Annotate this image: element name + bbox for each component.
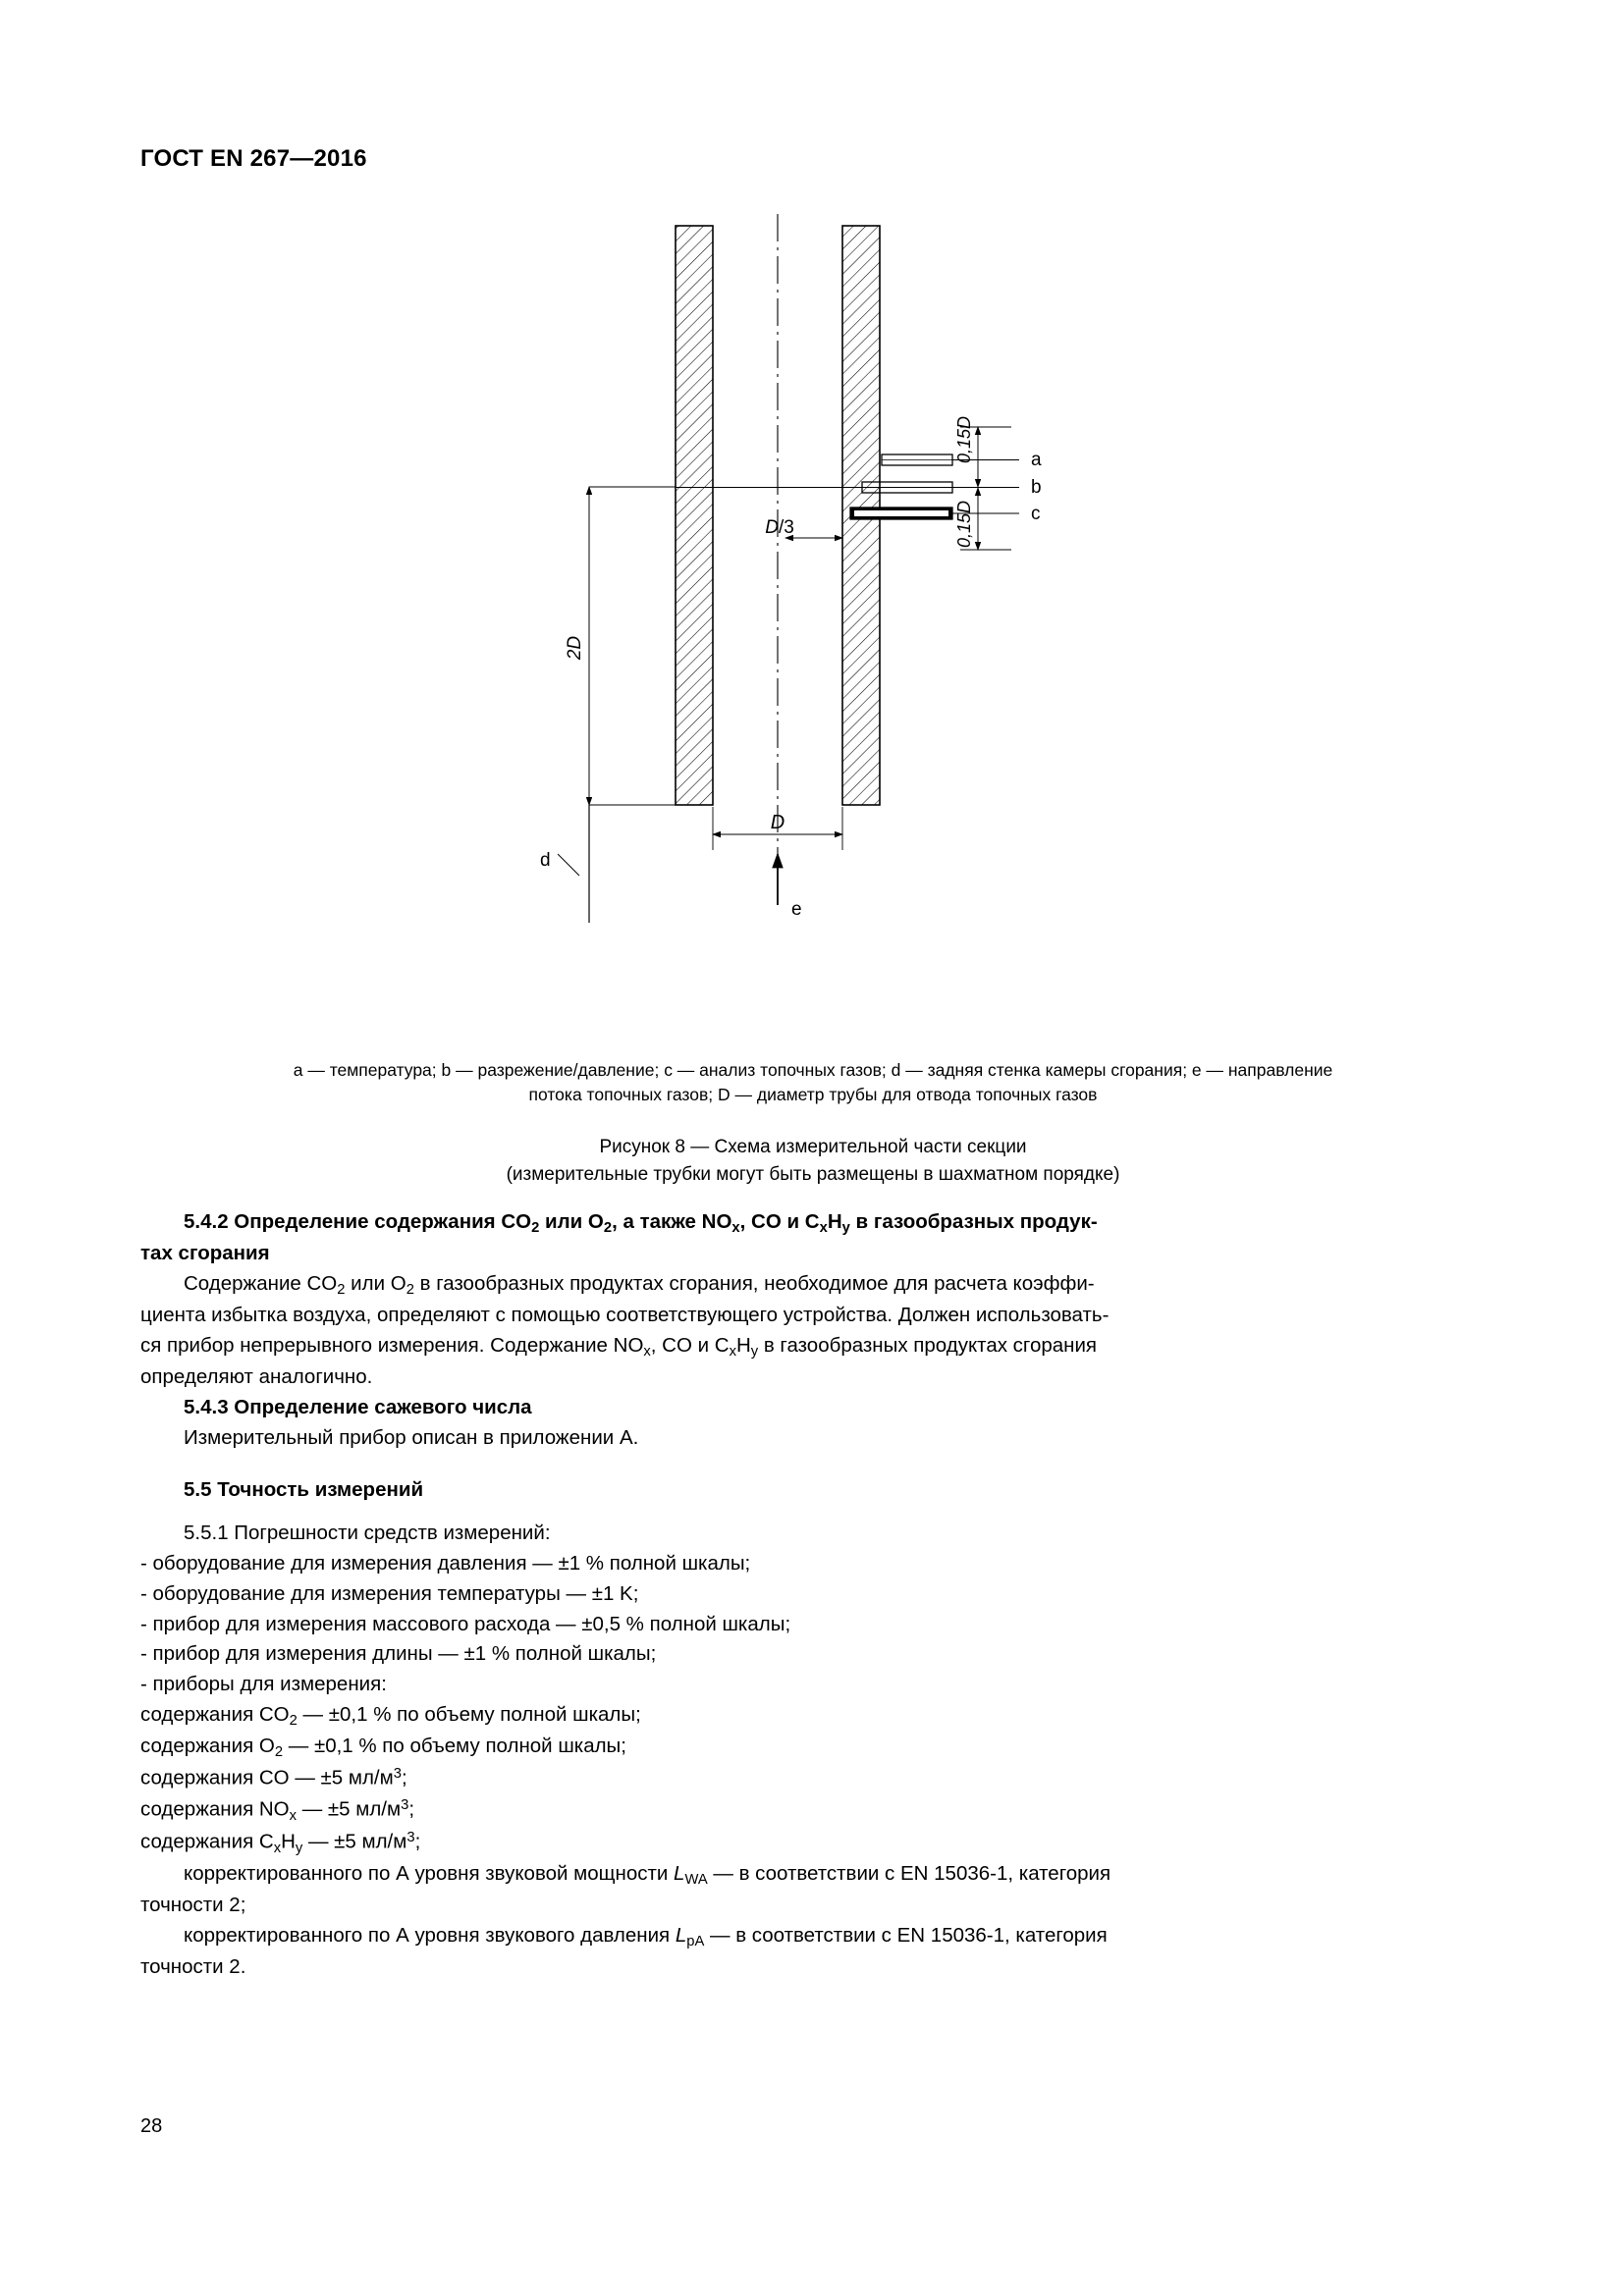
list-line-15: точности 2. bbox=[140, 1954, 246, 1978]
list-line-1: 5.5.1 Погрешности средств измерений: bbox=[184, 1522, 551, 1545]
figure-label-d: d bbox=[540, 850, 551, 871]
section-5-4-3-paragraph: Измерительный прибор описан в приложении А. bbox=[184, 1425, 639, 1449]
figure-label-a: a bbox=[1031, 450, 1042, 470]
figure-legend-line-2: потока топочных газов; D — диаметр трубы для отвода топочных газов bbox=[528, 1085, 1098, 1105]
section-5-4-3-heading: 5.4.3 Определение сажевого числа bbox=[184, 1396, 532, 1419]
list-line-4: - прибор для измерения массового расхода — ±0,5 % полной шкалы; bbox=[140, 1612, 791, 1635]
section-5-5-1-list bbox=[140, 1519, 1486, 1982]
list-line-2: - оборудование для измерения давления — ±1 % полной шкалы; bbox=[140, 1552, 751, 1575]
list-line-7: содержания $CO_2$ — ±0,1 % по объему полной шкалы; bbox=[140, 1702, 641, 1729]
figure-dim-2D: 2D bbox=[565, 635, 585, 661]
figure-label-e: e bbox=[791, 899, 802, 920]
figure-dim-015D-top: 0,15D bbox=[954, 415, 974, 463]
section-5-4-2-paragraph: Содержание $CO_2$ или $O_2$ в газообразных продуктах сгорания, необходимое для расчета коэффи- циента избытка воздуха, определяют с помощью соответствующего устройства. Должен использовать- ся прибор непрерывного измерения. Содержание $NO_x$, CO и $C_xH_y$ в газообразных продуктах сгорания определяют аналогично. bbox=[140, 1272, 1110, 1389]
list-line-10: содержания $NO_x$ — ±5 $мл/м^3$; bbox=[140, 1796, 415, 1824]
list-line-5: - прибор для измерения длины — ±1 % полной шкалы; bbox=[140, 1642, 657, 1666]
figure-dim-D: D bbox=[770, 812, 785, 833]
body-content bbox=[140, 1207, 1486, 1983]
page-header: ГОСТ EN 267—2016 bbox=[140, 145, 367, 172]
list-line-9: содержания CO — ±5 $мл/м^3$; bbox=[140, 1766, 407, 1789]
figure-8-drawing bbox=[273, 206, 1353, 1050]
list-line-11: содержания $C_xH_y$ — ±5 $мл/м^3$; bbox=[140, 1829, 421, 1856]
figure-label-c: c bbox=[1031, 504, 1041, 524]
list-line-6: - приборы для измерения: bbox=[140, 1673, 387, 1696]
list-line-14: корректированного по А уровня звукового давления $L_{pA}$ — в соответствии с EN 15036-1, категория bbox=[184, 1923, 1108, 1949]
figure-dim-D3: D/3 bbox=[765, 517, 794, 538]
page-number: 28 bbox=[140, 2115, 163, 2137]
list-line-3: - оборудование для измерения температуры — ±1 K; bbox=[140, 1581, 639, 1605]
figure-label-b: b bbox=[1031, 477, 1042, 498]
figure-caption-line-2: (измерительные трубки могут быть размещены в шахматном порядке) bbox=[506, 1163, 1120, 1185]
section-5-4-2-heading: 5.4.2 Определение содержания $CO_2$ или $O_2$, а также $NO_x$, CO и $C_xH_y$ в газообразных продук- тах сгорания bbox=[140, 1210, 1098, 1265]
list-line-13: точности 2; bbox=[140, 1893, 246, 1916]
section-5-5-heading: 5.5 Точность измерений bbox=[184, 1477, 424, 1501]
figure-caption-line-1: Рисунок 8 — Схема измерительной части секции bbox=[599, 1137, 1027, 1157]
list-line-8: содержания $O_2$ — ±0,1 % по объему полной шкалы; bbox=[140, 1735, 626, 1761]
figure-legend-line-1: a — температура; b — разрежение/давление; c — анализ топочных газов; d — задняя стенка камеры сгорания; e — направление bbox=[293, 1060, 1333, 1080]
list-line-12: корректированного по А уровня звуковой мощности $L_{WA}$ — в соответствии с EN 15036-1, категория bbox=[184, 1861, 1111, 1888]
figure-dim-015D-bottom: 0,15D bbox=[954, 500, 974, 548]
figure-legend bbox=[140, 1058, 1486, 1108]
figure-caption bbox=[140, 1134, 1486, 1188]
figure-8 bbox=[140, 206, 1486, 1050]
